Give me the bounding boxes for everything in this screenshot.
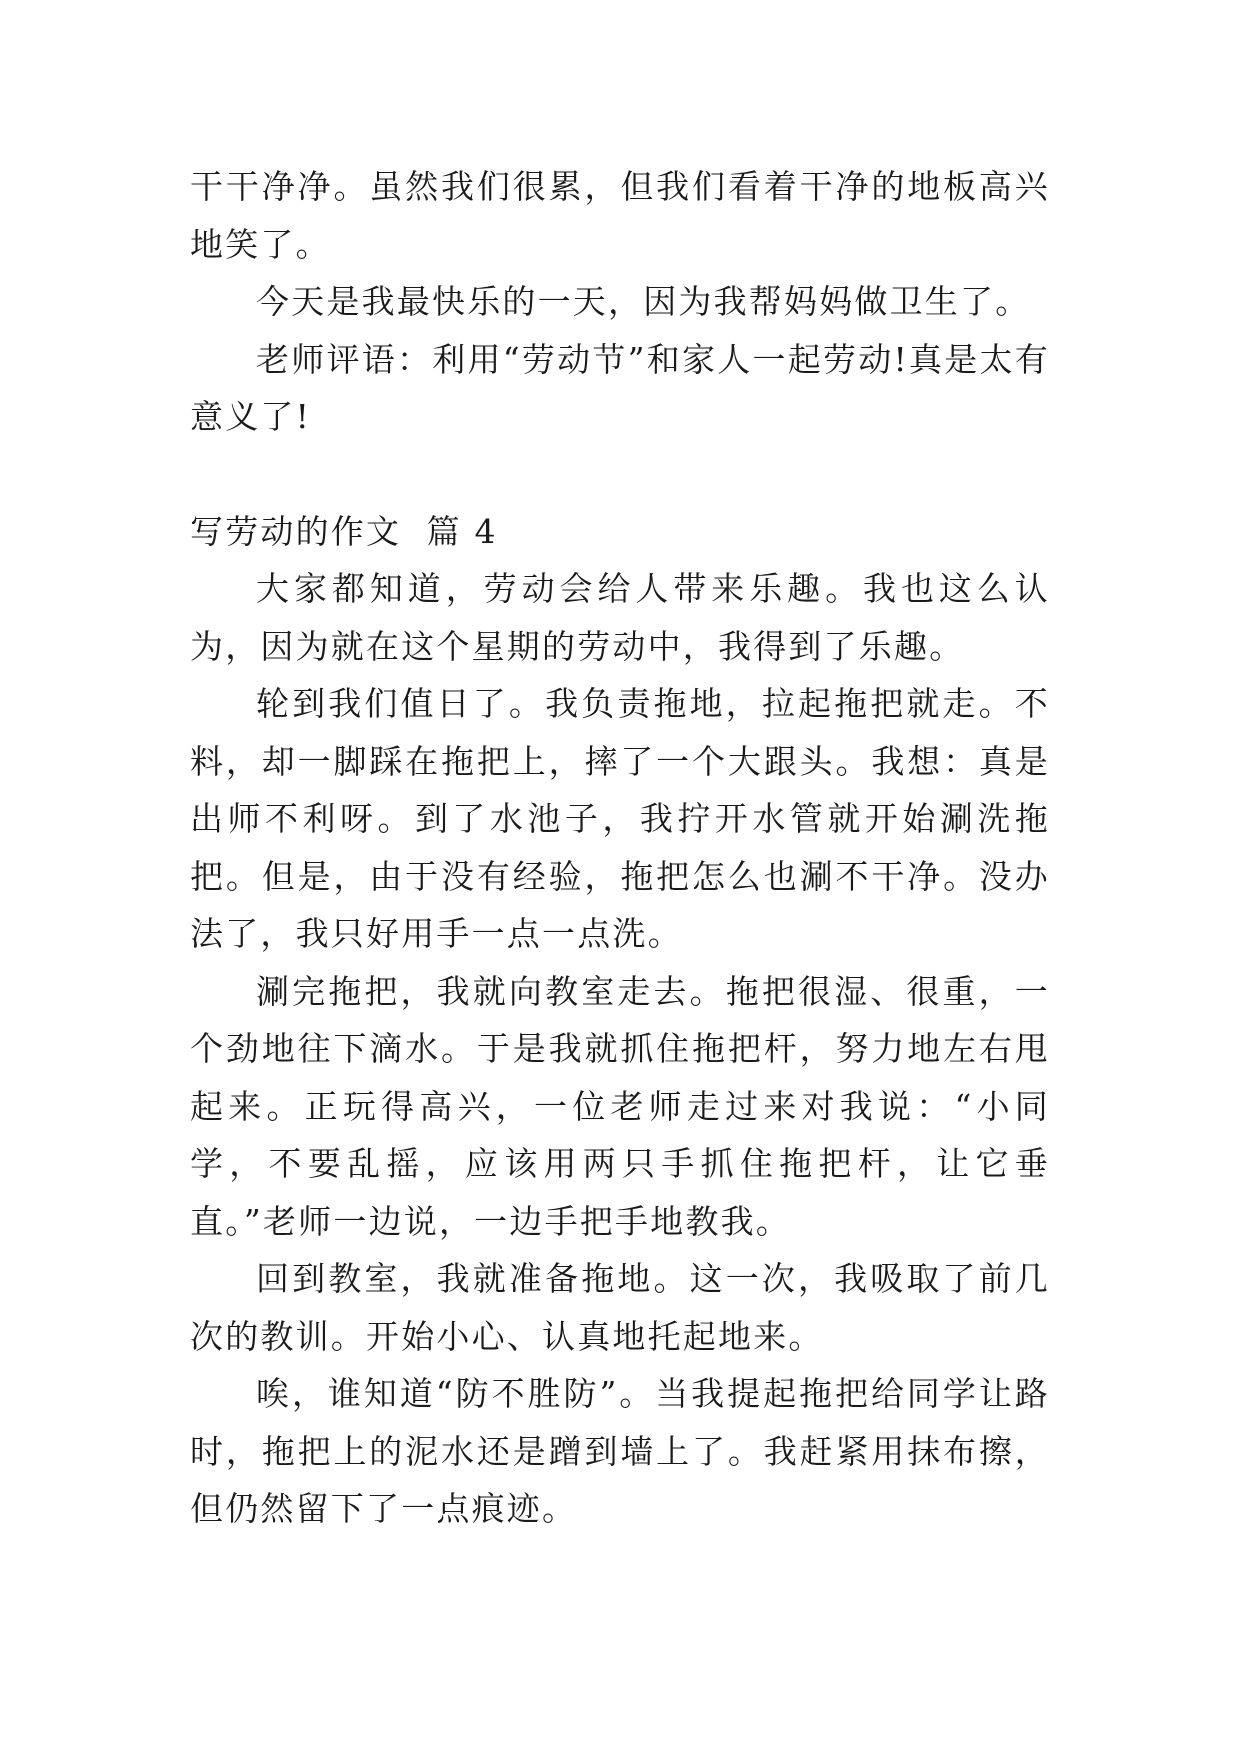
teacher-comment: 老师评语：利用“劳动节”和家人一起劳动!真是太有意义了! xyxy=(190,339,1050,436)
section-title: 写劳动的作文 篇 4 xyxy=(190,511,498,551)
continued-paragraph: 干干净净。虽然我们很累，但我们看着干净的地板高兴地笑了。 xyxy=(190,167,1050,264)
paragraph: 今天是我最快乐的一天，因为我帮妈妈做卫生了。 xyxy=(256,282,1031,321)
paragraph: 轮到我们值日了。我负责拖地，拉起拖把就走。不料，却一脚踩在拖把上，摔了一个大跟头。我想：真是出师不利呀。到了水池子，我拧开水管就开始涮洗拖把。但是，由于没有经验，拖把怎么也涮不干净。没办法了，我只好用手一点一点洗。 xyxy=(190,684,1050,953)
section-gap xyxy=(190,446,1050,503)
paragraph: 涮完拖把，我就向教室走去。拖把很湿、很重，一个劲地往下滴水。于是我就抓住拖把杆，努力地左右甩起来。正玩得高兴，一位老师走过来对我说：“小同学，不要乱摇，应该用两只手抓住拖把杆，让它垂直。”老师一边说，一边手把手地教我。 xyxy=(190,971,1050,1241)
document-body xyxy=(190,158,1050,1538)
paragraph: 回到教室，我就准备拖地。这一次，我吸取了前几次的教训。开始小心、认真地托起地来。 xyxy=(190,1259,1050,1356)
paragraph: 唉，谁知道“防不胜防”。当我提起拖把给同学让路时，拖把上的泥水还是蹭到墙上了。我赶紧用抹布擦，但仍然留下了一点痕迹。 xyxy=(190,1374,1050,1528)
paragraph: 大家都知道，劳动会给人带来乐趣。我也这么认为，因为就在这个星期的劳动中，我得到了乐趣。 xyxy=(190,569,1050,666)
